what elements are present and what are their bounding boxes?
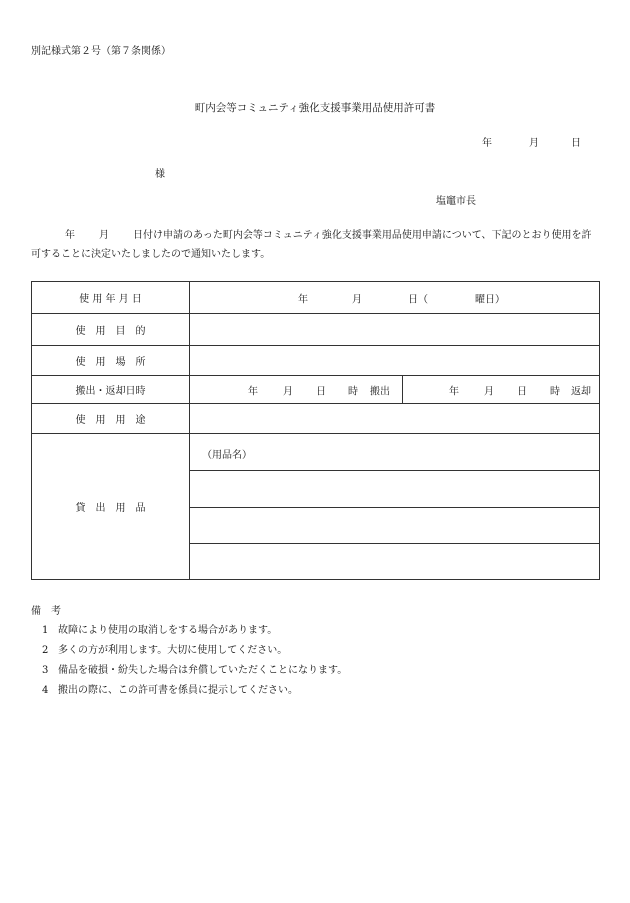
out-label: 搬出 — [370, 386, 390, 397]
label-place: 使 用 場 所 — [32, 346, 190, 376]
out-month: 月 — [283, 386, 293, 397]
ret-label: 返却 — [571, 386, 591, 397]
note-item: 1 故障により使用の取消しをする場合があります。 — [42, 625, 278, 636]
use-date-weekday: 曜日） — [475, 294, 505, 305]
issuer: 塩竈市長 — [436, 196, 476, 207]
purpose-field[interactable] — [190, 314, 600, 346]
out-day: 日 — [316, 386, 326, 397]
issue-date-year: 年 — [482, 138, 492, 149]
label-use-date: 使 用 年 月 日 — [32, 282, 190, 314]
notes-heading: 備 考 — [31, 606, 61, 617]
ret-hour: 時 — [550, 386, 560, 397]
form-number: 別記様式第２号（第７条関係） — [31, 46, 171, 57]
issue-date-month: 月 — [529, 138, 539, 149]
permit-table — [31, 281, 600, 580]
loan-items-field[interactable] — [190, 434, 600, 580]
place-field[interactable] — [190, 346, 600, 376]
use-date-year: 年 — [298, 294, 308, 305]
recipient-suffix: 様 — [155, 169, 165, 180]
body-year: 年 — [65, 230, 75, 241]
body-month: 月 — [99, 230, 109, 241]
body-text — [31, 226, 596, 264]
document-title: 町内会等コミュニティ強化支援事業用品使用許可書 — [194, 102, 436, 114]
carry-out-field[interactable] — [190, 376, 403, 404]
issue-date-day: 日 — [571, 138, 581, 149]
note-item: 3 備品を破損・紛失した場合は弁償していただくことになります。 — [42, 665, 348, 676]
item-name-header: （用品名） — [202, 450, 252, 461]
label-out-return: 搬出・返却日時 — [32, 376, 190, 404]
ret-year: 年 — [449, 386, 459, 397]
out-hour: 時 — [348, 386, 358, 397]
return-field[interactable] — [403, 376, 600, 404]
ret-day: 日 — [517, 386, 527, 397]
label-usage: 使 用 用 途 — [32, 404, 190, 434]
label-purpose: 使 用 目 的 — [32, 314, 190, 346]
note-item: 2 多くの方が利用します。大切に使用してください。 — [42, 645, 288, 656]
item-line-1 — [190, 470, 599, 471]
usage-field[interactable] — [190, 404, 600, 434]
label-loan-items: 貸 出 用 品 — [32, 434, 190, 580]
ret-month: 月 — [484, 386, 494, 397]
use-date-month: 月 — [352, 294, 362, 305]
use-date-day: 日（ — [408, 294, 428, 305]
body-sentence: 日付け申請のあった町内会等コミュニティ強化支援事業用品使用申請について、下記のとおり使用を許可することに決定いたしましたので通知いたします。 — [31, 230, 592, 260]
use-date-field[interactable] — [190, 282, 600, 314]
item-line-3 — [190, 543, 599, 544]
note-item: 4 搬出の際に、この許可書を係員に提示してください。 — [42, 685, 298, 696]
out-year: 年 — [248, 386, 258, 397]
item-line-2 — [190, 507, 599, 508]
